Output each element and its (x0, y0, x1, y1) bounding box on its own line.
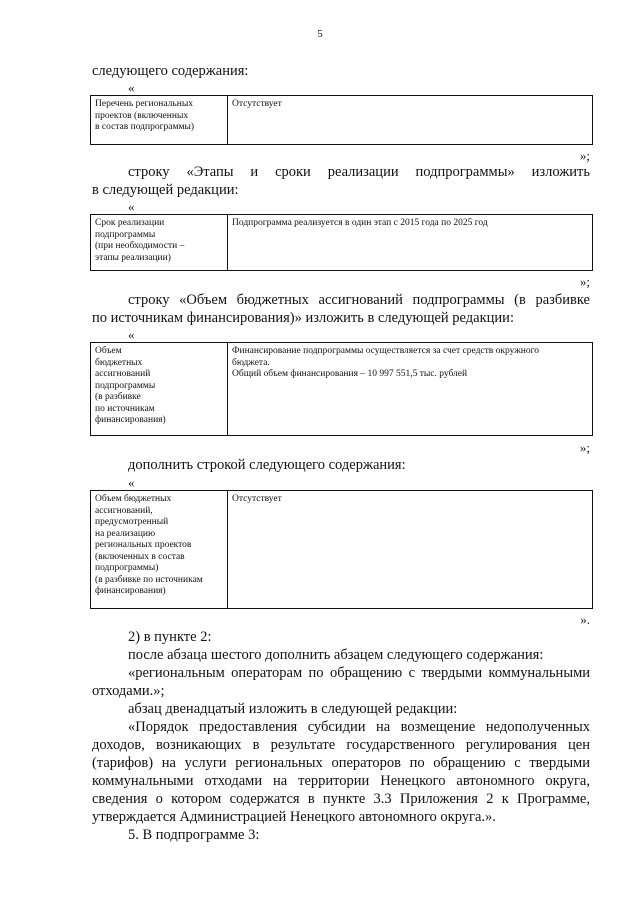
cell-line: этапы реализации) (95, 252, 171, 263)
cell-line: бюджета. (232, 357, 270, 368)
open-quote-4: « (128, 475, 135, 490)
paragraph-budget-line1: строку «Объем бюджетных ассигнований подпрограммы (в разбивке (128, 292, 590, 308)
table-regional-budget (90, 490, 593, 609)
paragraph-add-row: дополнить строкой следующего содержания: (128, 457, 406, 473)
table-cell-label (91, 343, 228, 435)
cell-line: Объем бюджетных (95, 494, 172, 504)
cell-line: ассигнований, (95, 505, 153, 516)
cell-line: Срок реализации (95, 218, 165, 228)
cell-line: региональных проектов (95, 540, 192, 550)
cell-line: Общий объем финансирования – 10 997 551,5 тыс. рублей (232, 369, 468, 379)
word: изложить (531, 164, 590, 180)
paragraph-intro: следующего содержания: (92, 63, 249, 79)
cell-line: Подпрограмма реализуется в один этап с 2015 года по 2025 год (232, 218, 488, 228)
text-line: после абзаца шестого дополнить абзацем следующего содержания: (128, 647, 544, 663)
table-cell-value (228, 215, 592, 270)
word: сроки (275, 164, 311, 180)
text-line: 2) в пункте 2: (128, 629, 212, 645)
text-line: «Порядок предоставления субсидии на возмещение недополученных (128, 719, 590, 735)
paragraph-budget-line2: по источникам финансирования)» изложить в следующей редакции: (92, 310, 514, 326)
cell-line: бюджетных (95, 357, 143, 368)
text-line: утверждается Администрацией Ненецкого автономного округа.». (92, 809, 496, 825)
text-line: абзац двенадцатый изложить в следующей редакции: (128, 701, 458, 717)
table-cell-label (91, 215, 228, 270)
cell-line: Перечень региональных (95, 99, 193, 109)
cell-line: предусмотренный (95, 517, 169, 527)
text-line: доходов, возникающих в результате государственного регулирования цен (92, 737, 590, 753)
cell-line: подпрограммы (95, 229, 156, 240)
word: строку (128, 164, 170, 180)
word: и (250, 164, 259, 180)
cell-line: (в разбивке по источникам (95, 574, 203, 585)
text-line: 5. В подпрограмме 3: (128, 827, 260, 843)
cell-line: Финансирование подпрограммы осуществляется за счет средств окружного (232, 346, 540, 356)
paragraph-stages-line2: в следующей редакции: (92, 182, 239, 198)
open-quote-1: « (128, 80, 135, 95)
word: «Этапы (186, 164, 234, 180)
table-cell-label (91, 96, 228, 144)
cell-line: (при необходимости – (95, 241, 185, 251)
page-number: 5 (317, 28, 323, 40)
cell-line: (включенных в состав (95, 551, 185, 562)
open-quote-2: « (128, 199, 135, 214)
table-implementation-period (90, 214, 593, 271)
cell-line: подпрограммы) (95, 563, 159, 573)
cell-line: ассигнований (95, 369, 151, 379)
table-cell-value (228, 96, 592, 144)
body-text (92, 628, 590, 844)
word: подпрограммы» (415, 164, 515, 180)
cell-line: Отсутствует (232, 494, 282, 504)
cell-line: (в разбивке (95, 392, 141, 402)
text-line: (тарифов) на услуги региональных операторов по обращению с твердыми (92, 755, 590, 771)
close-quote-3: »; (579, 440, 590, 455)
cell-line: проектов (включенных (95, 110, 189, 121)
text-line: «региональным операторам по обращению с твердыми коммунальными (128, 665, 590, 681)
close-quote-1: »; (579, 148, 590, 163)
cell-line: на реализацию (95, 528, 156, 539)
cell-line: Объем (95, 346, 122, 356)
table-cell-value (228, 343, 592, 435)
table-budget-allocations (90, 342, 593, 436)
close-quote-2: »; (579, 274, 590, 289)
cell-line: в состав подпрограммы) (95, 122, 195, 132)
word: реализации (327, 164, 399, 180)
table-cell-value (228, 491, 592, 608)
text-line: сведения о котором содержатся в пункте 3.3 Приложения 2 к Программе, (92, 791, 590, 807)
cell-line: подпрограммы (95, 380, 156, 391)
open-quote-3: « (128, 327, 135, 342)
paragraph-stages-line1 (128, 163, 590, 181)
cell-line: Отсутствует (232, 99, 282, 109)
cell-line: финансирования) (95, 415, 166, 425)
table-regional-projects (90, 95, 593, 145)
table-cell-label (91, 491, 228, 608)
text-line: отходами.»; (92, 683, 165, 699)
cell-line: по источникам (95, 403, 155, 414)
close-quote-4: ». (580, 612, 590, 627)
text-line: коммунальными отходами на территории Ненецкого автономного округа, (92, 773, 590, 789)
cell-line: финансирования) (95, 586, 166, 596)
